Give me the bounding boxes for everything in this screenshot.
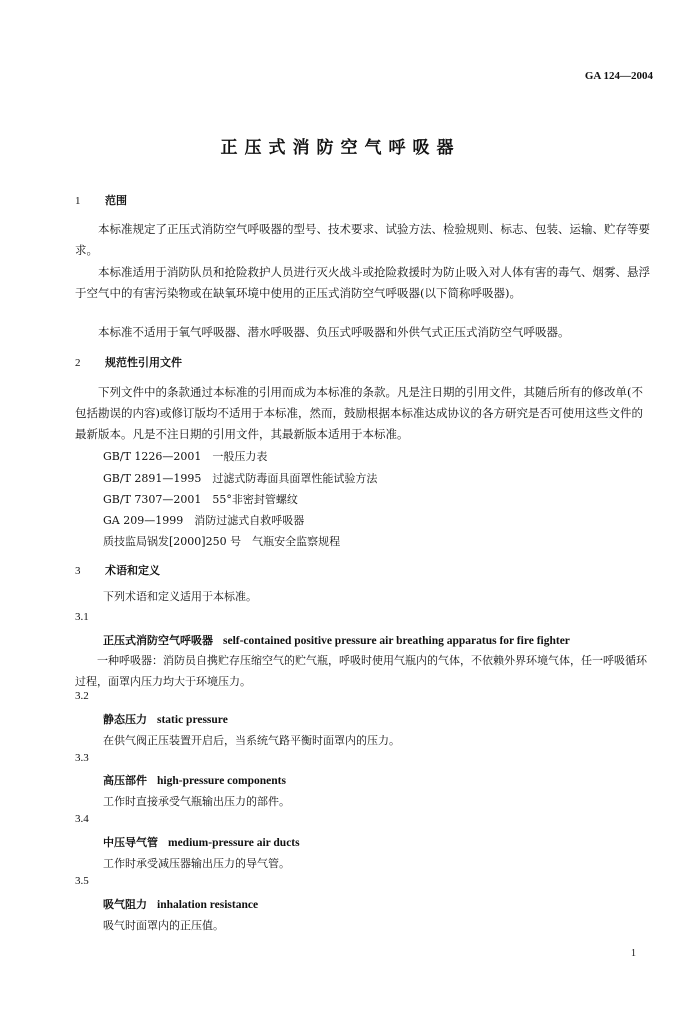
term-chinese: 高压部件 [103, 774, 147, 787]
section-number: 3 [75, 565, 81, 577]
section-heading-2 [75, 354, 182, 370]
term-definition: 工作时承受减压器输出压力的导气管。 [103, 857, 290, 870]
section-heading-3 [75, 562, 160, 578]
section-number: 2 [75, 357, 81, 369]
standard-code: GA 124—2004 [584, 70, 653, 82]
term-chinese: 中压导气管 [103, 836, 158, 849]
document-title: 正压式消防空气呼吸器 [220, 138, 461, 158]
reference-item: GB/T 2891—1995 过滤式防毒面具面罩性能试验方法 [103, 472, 378, 485]
term-english: static pressure [157, 714, 228, 726]
term-number: 3.3 [75, 752, 89, 764]
term-english: self-contained positive pressure air breathing apparatus for fire fighter [223, 635, 570, 647]
scope-paragraph-2: 本标准适用于消防队员和抢险救护人员进行灭火战斗或抢险救援时为防止吸入对人体有害的毒气、烟雾、悬浮于空气中的有害污染物或在缺氧环境中使用的正压式消防空气呼吸器(以下简称呼吸器)。 [75, 265, 650, 300]
section-number: 1 [75, 195, 81, 207]
section-title: 范围 [105, 194, 127, 207]
reference-item: GB/T 7307—2001 55°非密封管螺纹 [103, 493, 298, 506]
normative-paragraph: 下列文件中的条款通过本标准的引用而成为本标准的条款。凡是注日期的引用文件，其随后所有的修改单(不包括勘误的内容)或修订版均不适用于本标准，然而，鼓励根据本标准达成协议的各方研究是否可使用这些文件的最新版本。凡是不注日期的引用文件，其最新版本适用于本标准。 [75, 385, 643, 441]
scope-paragraph-1: 本标准规定了正压式消防空气呼吸器的型号、技术要求、试验方法、检验规则、标志、包装、运输、贮存等要求。 [75, 222, 650, 257]
term-heading [103, 711, 228, 727]
term-english: high-pressure components [157, 775, 286, 787]
term-heading [103, 772, 286, 788]
term-number: 3.4 [75, 813, 89, 825]
term-definition: 吸气时面罩内的正压值。 [103, 919, 224, 932]
reference-item: 质技监局锅发[2000]250 号 气瓶安全监察规程 [103, 535, 341, 548]
section-title: 术语和定义 [105, 564, 160, 577]
page-number: 1 [631, 948, 636, 959]
scope-paragraph-3: 本标准不适用于氧气呼吸器、潜水呼吸器、负压式呼吸器和外供气式正压式消防空气呼吸器。 [98, 325, 570, 339]
reference-item: GA 209—1999 消防过滤式自救呼吸器 [103, 514, 305, 527]
term-english: medium-pressure air ducts [168, 837, 300, 849]
reference-item: GB/T 1226—2001 一般压力表 [103, 450, 268, 463]
term-definition: 一种呼吸器：消防员自携贮存压缩空气的贮气瓶，呼吸时使用气瓶内的气体，不依赖外界环境气体，任一呼吸循环过程，面罩内压力均大于环境压力。 [75, 654, 647, 688]
term-heading [103, 896, 258, 912]
term-definition: 在供气阀正压装置开启后，当系统气路平衡时面罩内的压力。 [103, 734, 400, 747]
term-chinese: 静态压力 [103, 713, 147, 726]
term-heading [103, 834, 300, 850]
term-chinese: 吸气阻力 [103, 898, 147, 911]
term-chinese: 正压式消防空气呼吸器 [103, 634, 213, 647]
term-english: inhalation resistance [157, 899, 259, 911]
term-number: 3.1 [75, 611, 89, 623]
term-heading [103, 632, 570, 648]
term-definition: 工作时直接承受气瓶输出压力的部件。 [103, 795, 290, 808]
term-number: 3.2 [75, 690, 89, 702]
section-heading-1 [75, 192, 127, 208]
term-number: 3.5 [75, 875, 89, 887]
section-title: 规范性引用文件 [105, 356, 182, 369]
terms-intro: 下列术语和定义适用于本标准。 [103, 590, 257, 603]
